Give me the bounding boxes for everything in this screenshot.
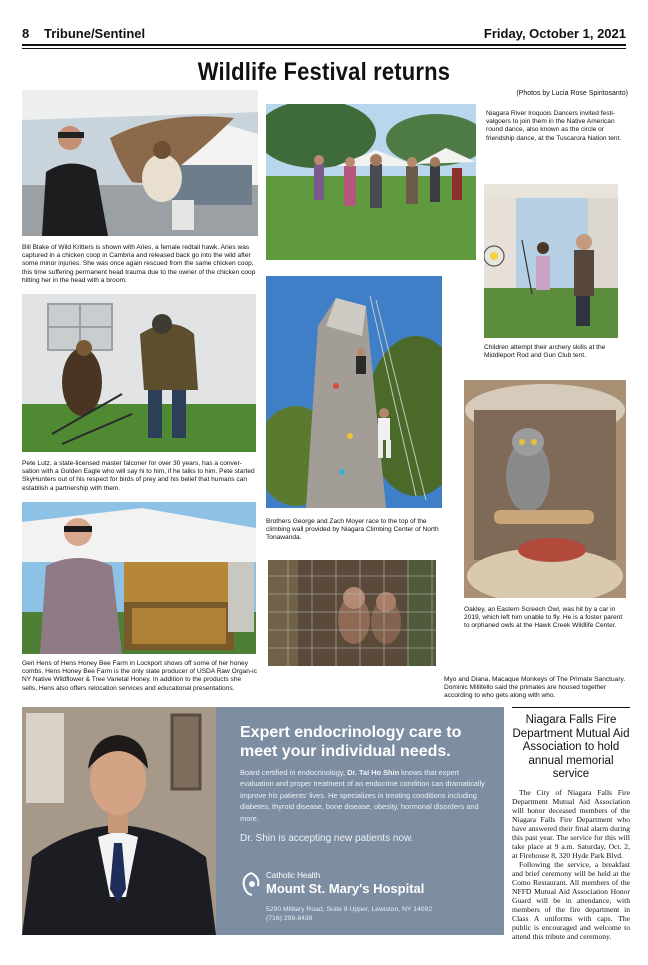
ad-body [240, 767, 488, 824]
photo-macaque-monkeys [268, 560, 436, 666]
article-headline: Niagara Falls Fire Department Mutual Aid Association to hold annual memorial service [512, 714, 630, 780]
article-paragraph: The City of Niagara Falls Fire Department Mutual Aid Association will honor deceased members of the Niagara Falls Fire Department who have answered their final alarm during this past year. The service for this will take place at 9 a.m. Saturday, Oct. 2, at Firehouse 8, 320 Hyde Park Blvd. [512, 787, 630, 860]
photo-redtail-hawk [22, 90, 258, 236]
publication-name: Tribune/Sentinel [44, 25, 146, 41]
memorial-service-article [512, 707, 630, 941]
photo-credit: (Photos by Lucia Rose Spiritosanto) [516, 90, 628, 97]
header-rule [22, 44, 626, 46]
doctor-name: Dr. Tai Ho Shin [347, 768, 400, 777]
doctor-photo [22, 707, 216, 935]
hospital-contact [266, 905, 432, 923]
hospital-address: 5290 Military Road, Suite 8 Upper, Lewiston, NY 14092 [266, 906, 433, 913]
caption-dancers: Niagara River Iroquois Dancers invited festi-valgoers to join them in the Native American round dance, also known as the circle or friendship dance, at the Tuscarora Nation tent. [486, 110, 622, 142]
caption-hawk: Bill Blake of Wild Kritters is shown with Aries, a female redtail hawk. Aries was captured in a chicken coop in Cambria and released back go into the wild after some minor injuries. She was once again rescued from the same chicken coop, this time suffering permanent head trauma due to the owner of the chicken coop hitting her in the head with a broom. [22, 244, 256, 284]
photo-screech-owl [464, 380, 626, 598]
photo-round-dance [266, 104, 476, 260]
caption-monkeys: Myo and Diana, Macaque Monkeys of The Primate Sanctuary. Dominic Millitello said the primates are housed together according to who gets along with who. [444, 676, 626, 700]
caption-climbing: Brothers George and Zach Moyer race to the top of the climbing wall provided by Niagara Climbing Center of North Tonawanda. [266, 518, 439, 542]
catholic-health-logo-icon [240, 871, 262, 897]
hospital-advertisement[interactable] [22, 707, 504, 935]
page-title: Wildlife Festival returns [197, 58, 451, 86]
page-header [22, 22, 626, 44]
ad-copy [240, 707, 496, 935]
ad-body-rest: knows that expert evaluation and proper treatment of an endocrine condition can dramatically improve his patients' lives. He specializes in treating conditions including diabetes, thyroid disease, bone disease, obesity, hormonal disorders and more. [240, 768, 485, 823]
caption-falconer: Pete Lutz, a state-licensed master falconer for over 30 years, has a conver-sation with a Golden Eagle who will say hi to him, if he talks to him. Pete started SkyHunters out of his respect for birds of prey and his belief that humans can establish a partnership with them. [22, 460, 255, 492]
ad-body-intro: Board certified in endocrinology, [240, 768, 348, 777]
page-number: 8 [22, 25, 30, 41]
photo-climbing-wall [266, 276, 442, 508]
hospital-phone[interactable]: (716) 298-8438 [266, 915, 313, 922]
photo-honey-combs [22, 502, 256, 654]
ad-accepting-patients: Dr. Shin is accepting new patients now. [240, 833, 414, 844]
photo-falconer [22, 294, 256, 452]
caption-honey: Geri Hens of Hens Honey Bee Farm in Lockport shows off some of her honey combs. Hens Honey Bee Farm is the only state producer of USDA Raw Organ-ic NY Native Wildflower & Tree Varietal Honey. In addition to the products she sells, Hens also offers relocation services and educational presentations. [22, 660, 257, 692]
photo-archery [484, 184, 618, 338]
health-system-name: Catholic Health [266, 871, 321, 880]
article-paragraph: Following the service, a breakfast and brief ceremony will be held at the Como Restaurant. All members of the NFFD Mutual Aid Association Honor Guard will be in attendance, with members of the fire department in Class A uniforms with caps. The public is encouraged and welcome to attend this tribute and ceremony. [512, 859, 630, 942]
caption-owl: Oakley, an Eastern Screech Owl, was hit by a car in 2019, which left him unable to fly. He is a foster parent to orphaned owls at the Hawk Creek Wildlife Center. [464, 606, 623, 630]
issue-date: Friday, October 1, 2021 [483, 25, 626, 41]
article-rule [512, 707, 630, 708]
header-rule-thin [22, 48, 626, 49]
ad-headline: Expert endocrinology care to meet your individual needs. [240, 724, 462, 760]
caption-archery: Children attempt their archery skills at the Middleport Rod and Gun Club tent. [484, 344, 606, 360]
hospital-name: Mount St. Mary's Hospital [266, 881, 425, 896]
